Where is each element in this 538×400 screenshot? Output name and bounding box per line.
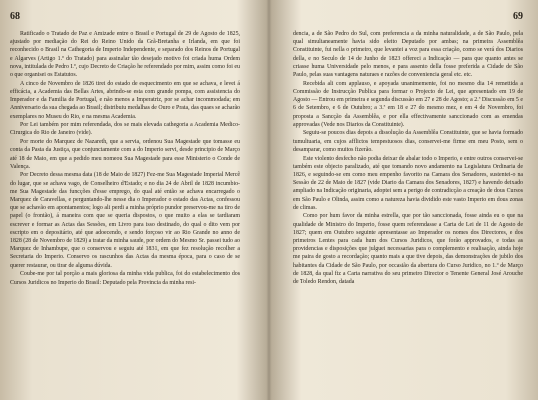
paragraph: Este violento desfecho não podia deixar de abalar todo o Imperio, e entre outros conservei-se também este objecto paralizado, até que tomando novo andamento na Legislatura Ordinaria de 1826, e seguindo-se em como meu empenho favorito na Camara dos Senadores, sustentei-o na Sessão de 22 de Maio de 1827 (vide Diario da Camara dos Senadores, 1827) e havendo deixado ampliado na Indicação originaria, adoptei sem a perigo de contradicção a creação de dous Cursos em São Paulo e Olinda, assim como a natureza havia dividido este vasto Imperio em dous zonas de climas.	[293, 155, 523, 211]
right-page-text	[293, 30, 523, 286]
page-number-left: 68	[10, 11, 20, 22]
paragraph: A cinco de Novembro de 1826 tirei do estado de esquecimento em que se achava, e levei á efficácia, a Academia das Bellas Artes, abrindo-se esta com grande pompa, com assistencia do Imperador e da Familia de Portugal, e não menos a Imperatriz, por se achar incommodada; em Anniversario da sua chegada ao Brasil; distribuiu medalhas de Ouro e Prata, das quaes se acharão exemplares no Museu do Rio, e na mesma Academia.	[10, 80, 240, 120]
left-page	[10, 10, 240, 390]
paragraph: Como por hum favor da minha estrella, que por tão sanccionada, fosse ainda eu o que na qualidade de Ministro do Imperio, fosse quem referendasse a Carta de Lei de 11 de Agosto de 1827; quem em Outubro seguinte apresentasse ao Imperador os nomes dos Directores, e dos primeiros Lentes para cada hum dos Cursos Juridicos, que forão approvados, e todas as providencias e disposições que julguei necessarias para o complemento e realisação, ainda hoje me paira de gosto a recordação; quanto mais a que tive depois, das demonstrações de jubilo dos habitantes da Cidade de São Paulo, por occasião da abertura do Curso Juridico, no 1.º de Março de 1828, da qual fiz a Carta narrativa do seu primeiro Director o Tenente General José Arouche de Toledo Rendon, datada	[293, 213, 523, 286]
paragraph: Recebida ali com applauso, e apoyada unanimemente, foi no mesmo dia 14 remettida a Commissão de Instrucção Publica para formar o Projecto de Lei, que apresentado em 19 de Agosto — Entrou em primeira e segunda discussão em 27 e 28 de Agosto; a 2.ª Discussão em 5 e 6 de Setembro, e 6 de Outubro; a 3.ª em 18 e 27 do mesmo mez, e em 4 de Novembro, foi proposta a Sancção da Assemblêa, e por ella effectivamente sanccionado com as emendas approvadas (Vede nos Diarios da Constituinte).	[293, 80, 523, 128]
right-page	[293, 10, 523, 390]
paragraph: dencia, a de São Pedro do Sul, com preferencia a da minha naturalidade, a de São Paulo, pela qual simultaneamente havia sido eleito Deputado por ambas; na primeira Assemblêa Constituinte, fui nella o primeiro, que levantei a voz para essa criação, como se verá dos Diarios della, e no Seculo de 14 de Junho de 1823 offereci a Indicação — para que quanto antes se criasse huma Universidade pelo menos, e para assento della fosse preferida a Cidade de São Paulo, pelas suas vantagens naturaes e razões de conveniencia geral etc. etc.	[293, 31, 523, 79]
paragraph: Ratificado o Tratado de Paz e Amizade entre o Brasil e Portugal de 29 de Agosto de 1825, ajustado por mediação do Rei do Reino Unido da Grã-Bretanha e Irlanda, em que foi reconhecido o Brasil na Cathegoria de Imperio Independente, e separado dos Reinos de Portugal e Algarves (Artigo 1.º do Tratado) para assinalar tão desejado motivo foi criada huma Ordem nova, intitulada de Pedro I.º, cujo Decreto de Criação he referendado por mim, assim como foi eu o que organisei os Estatutos.	[10, 31, 240, 79]
paragraph: Por Decreto dessa mesma data (18 de Maio de 1827) Fez-me Sua Magestade Imperial Mercê do lugar, que se achava vago, de Conselheiro d'Estado; e no dia 24 de Abril de 1828 incumbio-me Sua Magestade das funcções d'esse emprego, do qual até então se achava encarregado o Marquez de Caravellas, e perguntando-lhe nesse dia o Imperador o estado das Actas, confessou que se achavão em apontamentos; logo ali perdi a minha próprio pundor preservou-me na tiro de papel (o frontão), á maneira com que se queria dispostos, o que muito a elas se tardiaram escrever e formar as Actas das Sessões, em Livro para isso destinado, do qual o dito vem por escripto em o depositário, até que adoecendo, e sendo forçoso vir ao Rio Grande no anno de 1828 (28 de Novembro de 1829) a tratar da minha saude, por ordem do Mesmo Sr. passei tudo ao Marquez de Inhambupe, que o conservou e seguiu até 1831, em que fez resolução recolher a Secretaria do Imperio. Conservo os rascunhos das Actas da mesma época, para o caso de se querer restaurar, ou tirar de alguma dúvida.	[10, 172, 240, 269]
paragraph: Seguiu-se poucos dias depois a dissolução da Assemblêa Constituinte, que se havia formado tumultuaria, em cujos afflictos tempestuosos dias, conservei-me firme em meu Posto, sem o desamparar, como muitos fizerão.	[293, 130, 523, 153]
paragraph: Coube-me por tal porção a mais gloriosa da minha vida publica, foi do estabelecimento dos Cursos Juridicos no Imperio do Brasil: Deputado pela Provincia da minha resi-	[10, 271, 240, 286]
paragraph: Por morte do Marquez de Nazareth, que a servia, ordenou Sua Magestade que tomasse eu conta da Pasta da Justiça, que conjunctamente com a do Imperio servi, desde principio de Março até 18 de Maio, em que a pedido meu nomeou Sua Magestade para esse Ministerio o Conde de Valença.	[10, 139, 240, 170]
page-number-right: 69	[513, 11, 523, 22]
paragraph: Por Lei também por mim referendada, dos se mais elevada cathegoria a Academia Medico-Cirurgica do Rio de Janeiro (vide).	[10, 122, 240, 137]
left-page-text	[10, 30, 240, 287]
